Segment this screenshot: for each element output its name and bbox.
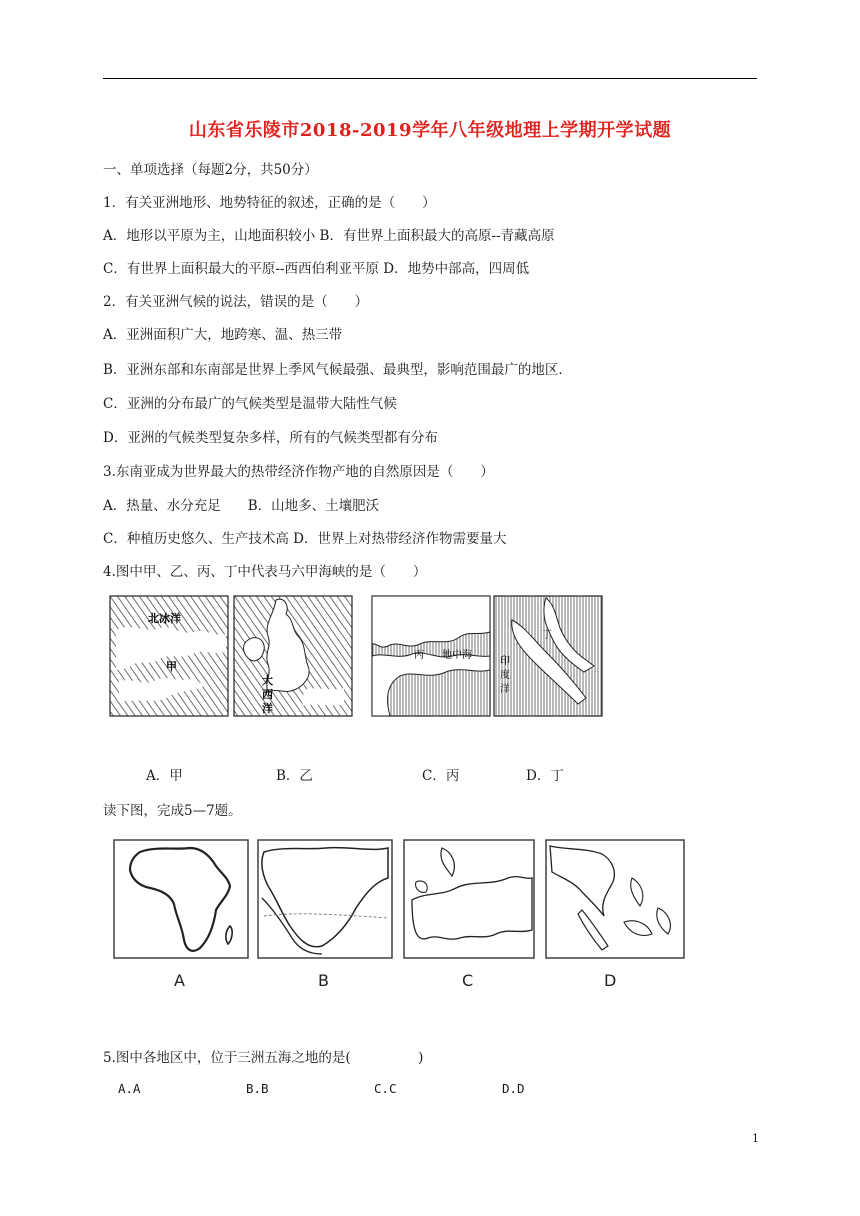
q5-stem: 5.图中各地区中，位于三洲五海之地的是( ) xyxy=(103,1050,424,1066)
map-panel-yi xyxy=(234,596,352,716)
map-panel-jia xyxy=(110,596,228,716)
map-panel-ding xyxy=(494,596,602,716)
q2-stem: 2．有关亚洲气候的说法，错误的是（ ） xyxy=(103,294,369,310)
page-number: 1 xyxy=(752,1132,759,1145)
label-north-sea: 北冰洋 xyxy=(148,612,181,625)
q4-option-a: A．甲 xyxy=(146,768,183,784)
region-map-d xyxy=(546,840,684,990)
region-map-b xyxy=(258,840,392,990)
label-indian-3: 洋 xyxy=(500,684,510,695)
instruction-q5-7: 读下图，完成5—7题。 xyxy=(103,803,242,819)
q5-option-a: A.A xyxy=(118,1081,141,1096)
q5-option-b: B.B xyxy=(246,1081,269,1096)
q2-option-b: B．亚洲东部和东南部是世界上季风气候最强、最典型，影响范围最广的地区． xyxy=(103,362,572,378)
region-label-d: D xyxy=(604,971,617,990)
q4-option-b: B．乙 xyxy=(276,768,313,784)
q5-option-c: C.C xyxy=(374,1081,397,1096)
q3-options-ab: A．热量、水分充足 B．山地多、土壤肥沃 xyxy=(103,498,380,514)
region-maps-figure xyxy=(112,838,688,994)
region-label-b: B xyxy=(318,971,329,990)
region-map-c xyxy=(404,840,534,990)
label-indian-2: 度 xyxy=(500,670,510,681)
q1-stem: 1．有关亚洲地形、地势特征的叙述，正确的是（ ） xyxy=(103,195,436,211)
map-panel-bing xyxy=(372,596,490,716)
q2-option-c: C．亚洲的分布最广的气候类型是温带大陆性气候 xyxy=(103,396,397,412)
q3-options-cd: C．种植历史悠久、生产技术高 D．世界上对热带经济作物需要量大 xyxy=(103,531,507,547)
q1-options-cd: C．有世界上面积最大的平原--西西伯利亚平原 D．地势中部高，四周低 xyxy=(103,261,530,277)
label-jia: 甲 xyxy=(166,660,177,673)
strait-maps-figure xyxy=(108,594,608,722)
label-indian-1: 印 xyxy=(500,656,510,667)
region-label-a: A xyxy=(174,971,185,990)
region-map-a xyxy=(114,840,248,990)
label-atlantic-2: 西 xyxy=(262,688,273,701)
q4-option-c: C．丙 xyxy=(422,768,460,784)
header-rule xyxy=(103,78,757,79)
label-bing: 丙 xyxy=(414,650,424,661)
q1-options-ab: A．地形以平原为主，山地面积较小 B．有世界上面积最大的高原--青藏高原 xyxy=(103,228,555,244)
q4-stem: 4.图中甲、乙、丙、丁中代表马六甲海峡的是（ ） xyxy=(103,564,427,580)
q5-option-d: D.D xyxy=(502,1081,525,1096)
q2-option-a: A．亚洲面积广大，地跨寒、温、热三带 xyxy=(103,327,343,343)
exam-title: 山东省乐陵市2018-2019学年八年级地理上学期开学试题 xyxy=(188,120,672,141)
label-atlantic-3: 洋 xyxy=(262,702,273,715)
label-ding: 丁 xyxy=(542,630,552,641)
label-mediterranean: 地中海 xyxy=(442,650,472,661)
section-heading: 一、单项选择（每题2分，共50分） xyxy=(103,162,318,178)
q3-stem: 3.东南亚成为世界最大的热带经济作物产地的自然原因是（ ） xyxy=(103,464,494,480)
q2-option-d: D．亚洲的气候类型复杂多样，所有的气候类型都有分布 xyxy=(103,430,438,446)
label-atlantic-1: 大 xyxy=(262,674,273,687)
region-label-c: C xyxy=(462,971,474,990)
q4-option-d: D．丁 xyxy=(526,768,564,784)
